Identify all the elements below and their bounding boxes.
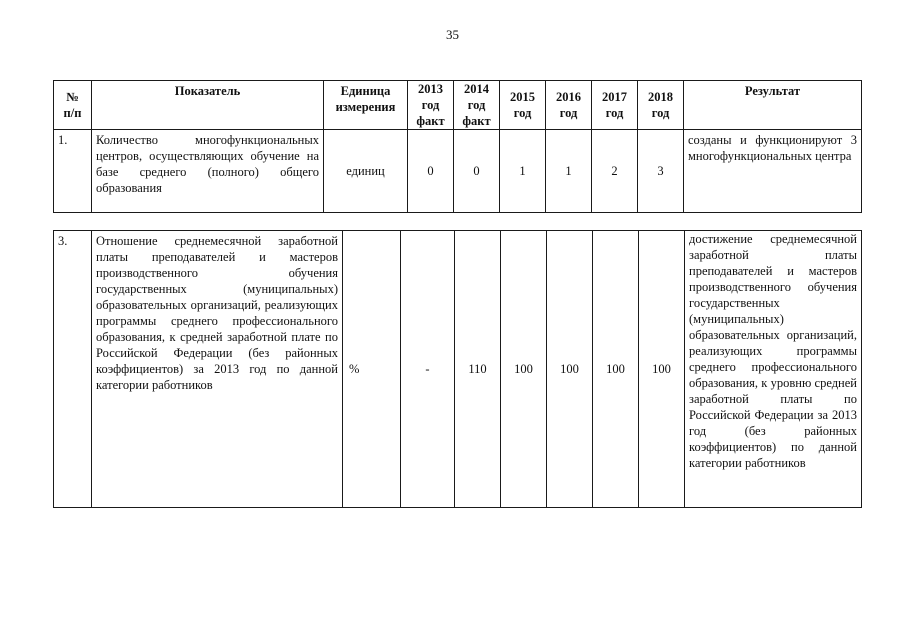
row-unit: единиц — [324, 130, 408, 213]
row-unit: % — [343, 231, 401, 508]
header-2013: 2013 год факт — [408, 81, 454, 130]
page-number: 35 — [446, 27, 459, 42]
row-value-2015: 1 — [500, 130, 546, 213]
header-indicator: Показатель — [92, 81, 324, 130]
indicators-table-continued — [53, 230, 862, 508]
row-value-2017: 2 — [592, 130, 638, 213]
row-number: 3. — [54, 231, 92, 508]
indicators-table — [53, 80, 862, 213]
row-number: 1. — [54, 130, 92, 213]
row-result: достижение среднемесячной заработной платы преподавателей и мастеров производственного обучения государственных (муниципальных) образовательных организаций, реализующих программы среднего профессионального образования, к уровню средней заработной платы по Российской Федерации за 2013 год (без районных коэффициентов) по данной категории работников — [685, 231, 862, 508]
header-result: Результат — [684, 81, 862, 130]
table-header-row — [54, 81, 862, 130]
header-2016: 2016 год — [546, 81, 592, 130]
header-2017: 2017 год — [592, 81, 638, 130]
table-row — [54, 231, 862, 508]
row-value-2018: 3 — [638, 130, 684, 213]
row-indicator: Отношение среднемесячной заработной платы преподавателей и мастеров производственного обучения государственных (муниципальных) образовательных организаций, реализующих программы среднего профессионального образования, к средней заработной плате по Российской Федерации (без районных коэффициентов) за 2013 год по данной категории работников — [92, 231, 343, 508]
row-value-2017: 100 — [593, 231, 639, 508]
row-value-2014: 0 — [454, 130, 500, 213]
row-value-2013: 0 — [408, 130, 454, 213]
header-num: № п/п — [54, 81, 92, 130]
row-value-2014: 110 — [455, 231, 501, 508]
header-2014: 2014 год факт — [454, 81, 500, 130]
row-value-2015: 100 — [501, 231, 547, 508]
header-unit: Единица измерения — [324, 81, 408, 130]
row-value-2013: - — [401, 231, 455, 508]
header-2015: 2015 год — [500, 81, 546, 130]
row-value-2016: 100 — [547, 231, 593, 508]
table-row — [54, 130, 862, 213]
header-2018: 2018 год — [638, 81, 684, 130]
row-value-2016: 1 — [546, 130, 592, 213]
row-indicator: Количество многофункциональных центров, осуществляющих обучение на базе среднего (полного) общего образования — [92, 130, 324, 213]
row-value-2018: 100 — [639, 231, 685, 508]
row-result: созданы и функционируют 3 многофункциональных центра — [684, 130, 862, 213]
